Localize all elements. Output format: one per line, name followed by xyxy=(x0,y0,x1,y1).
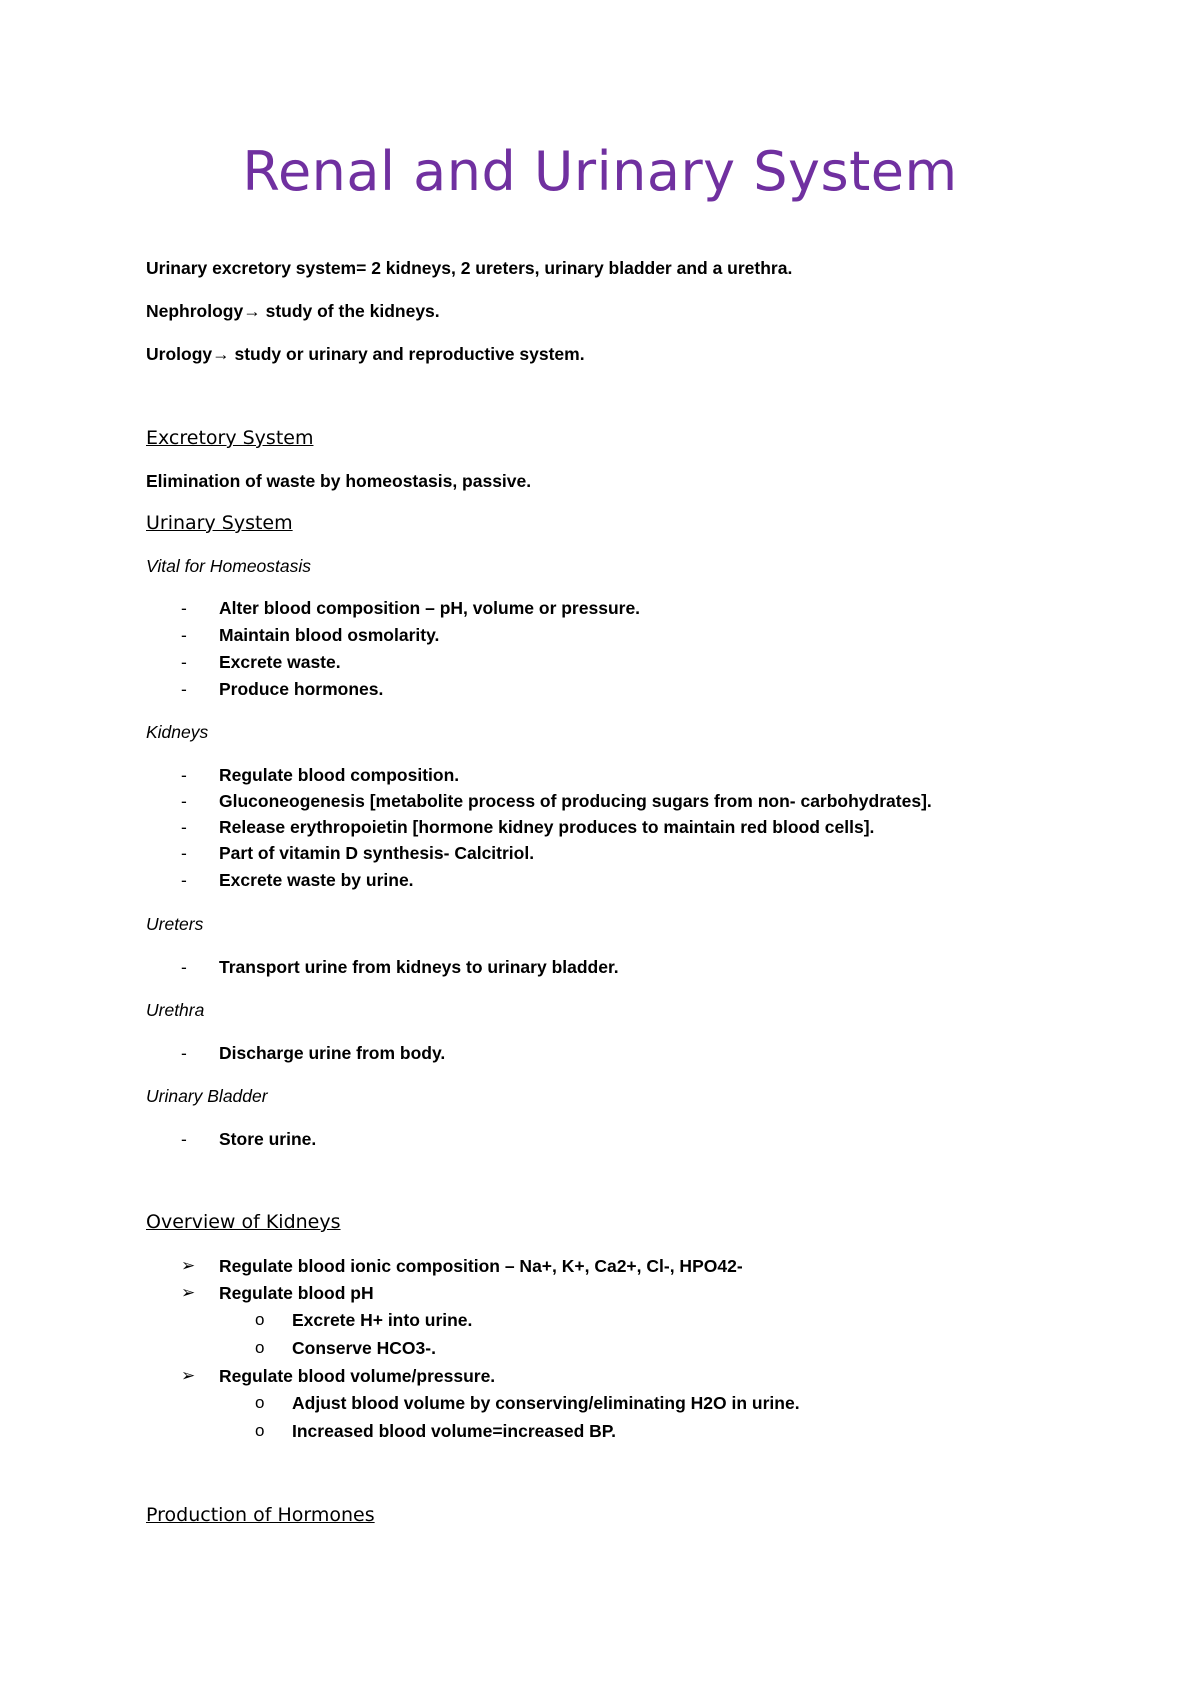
list-item: Transport urine from kidneys to urinary bladder. xyxy=(219,957,619,977)
list-item: Produce hormones. xyxy=(219,679,384,699)
hormones-heading: Production of Hormones xyxy=(146,1504,375,1526)
dash-bullet: - xyxy=(181,1043,187,1063)
section-title: Urethra xyxy=(146,1000,205,1020)
section-title: Urinary Bladder xyxy=(146,1086,268,1106)
dash-bullet: - xyxy=(181,791,187,811)
list-subitem: Conserve HCO3-. xyxy=(292,1338,436,1358)
dash-bullet: - xyxy=(181,1129,187,1149)
intro-line-1: Urinary excretory system= 2 kidneys, 2 ureters, urinary bladder and a urethra. xyxy=(146,258,793,278)
list-item: Release erythropoietin [hormone kidney produces to maintain red blood cells]. xyxy=(219,817,875,837)
dash-bullet: - xyxy=(181,652,187,672)
excretory-text: Elimination of waste by homeostasis, passive. xyxy=(146,471,532,491)
list-item: Excrete waste by urine. xyxy=(219,870,414,890)
list-subitem: Excrete H+ into urine. xyxy=(292,1310,473,1330)
arrow-bullet-icon: ➢ xyxy=(181,1283,196,1302)
list-item: Maintain blood osmolarity. xyxy=(219,625,440,645)
dash-bullet: - xyxy=(181,957,187,977)
intro-line-3: Urology→ study or urinary and reproductive system. xyxy=(146,344,585,364)
dash-bullet: - xyxy=(181,843,187,863)
excretory-heading: Excretory System xyxy=(146,427,314,449)
intro-line-2: Nephrology→ study of the kidneys. xyxy=(146,301,440,321)
list-item: Excrete waste. xyxy=(219,652,341,672)
dash-bullet: - xyxy=(181,679,187,699)
list-item: Store urine. xyxy=(219,1129,317,1149)
list-item: Part of vitamin D synthesis- Calcitriol. xyxy=(219,843,535,863)
section-title: Vital for Homeostasis xyxy=(146,556,312,576)
circle-bullet-icon: o xyxy=(255,1393,265,1412)
list-item: Regulate blood composition. xyxy=(219,765,460,785)
list-item: Regulate blood pH xyxy=(219,1283,374,1303)
list-item: Gluconeogenesis [metabolite process of producing sugars from non- carbohydrates]. xyxy=(219,791,932,811)
dash-bullet: - xyxy=(181,870,187,890)
dash-bullet: - xyxy=(181,598,187,618)
circle-bullet-icon: o xyxy=(255,1338,265,1357)
dash-bullet: - xyxy=(181,817,187,837)
circle-bullet-icon: o xyxy=(255,1310,265,1329)
list-item: Alter blood composition – pH, volume or pressure. xyxy=(219,598,641,618)
arrow-bullet-icon: ➢ xyxy=(181,1256,196,1275)
list-item: Regulate blood volume/pressure. xyxy=(219,1366,496,1386)
overview-heading: Overview of Kidneys xyxy=(146,1211,341,1233)
urinary-heading: Urinary System xyxy=(146,512,293,534)
list-subitem: Increased blood volume=increased BP. xyxy=(292,1421,617,1441)
section-title: Ureters xyxy=(146,914,204,934)
dash-bullet: - xyxy=(181,765,187,785)
list-subitem: Adjust blood volume by conserving/eliminating H2O in urine. xyxy=(292,1393,800,1413)
dash-bullet: - xyxy=(181,625,187,645)
list-item: Discharge urine from body. xyxy=(219,1043,446,1063)
circle-bullet-icon: o xyxy=(255,1421,265,1440)
list-item: Regulate blood ionic composition – Na+, K+, Ca2+, Cl-, HPO42- xyxy=(219,1256,743,1276)
arrow-bullet-icon: ➢ xyxy=(181,1366,196,1385)
page-title: Renal and Urinary System xyxy=(242,140,958,203)
section-title: Kidneys xyxy=(146,722,209,742)
